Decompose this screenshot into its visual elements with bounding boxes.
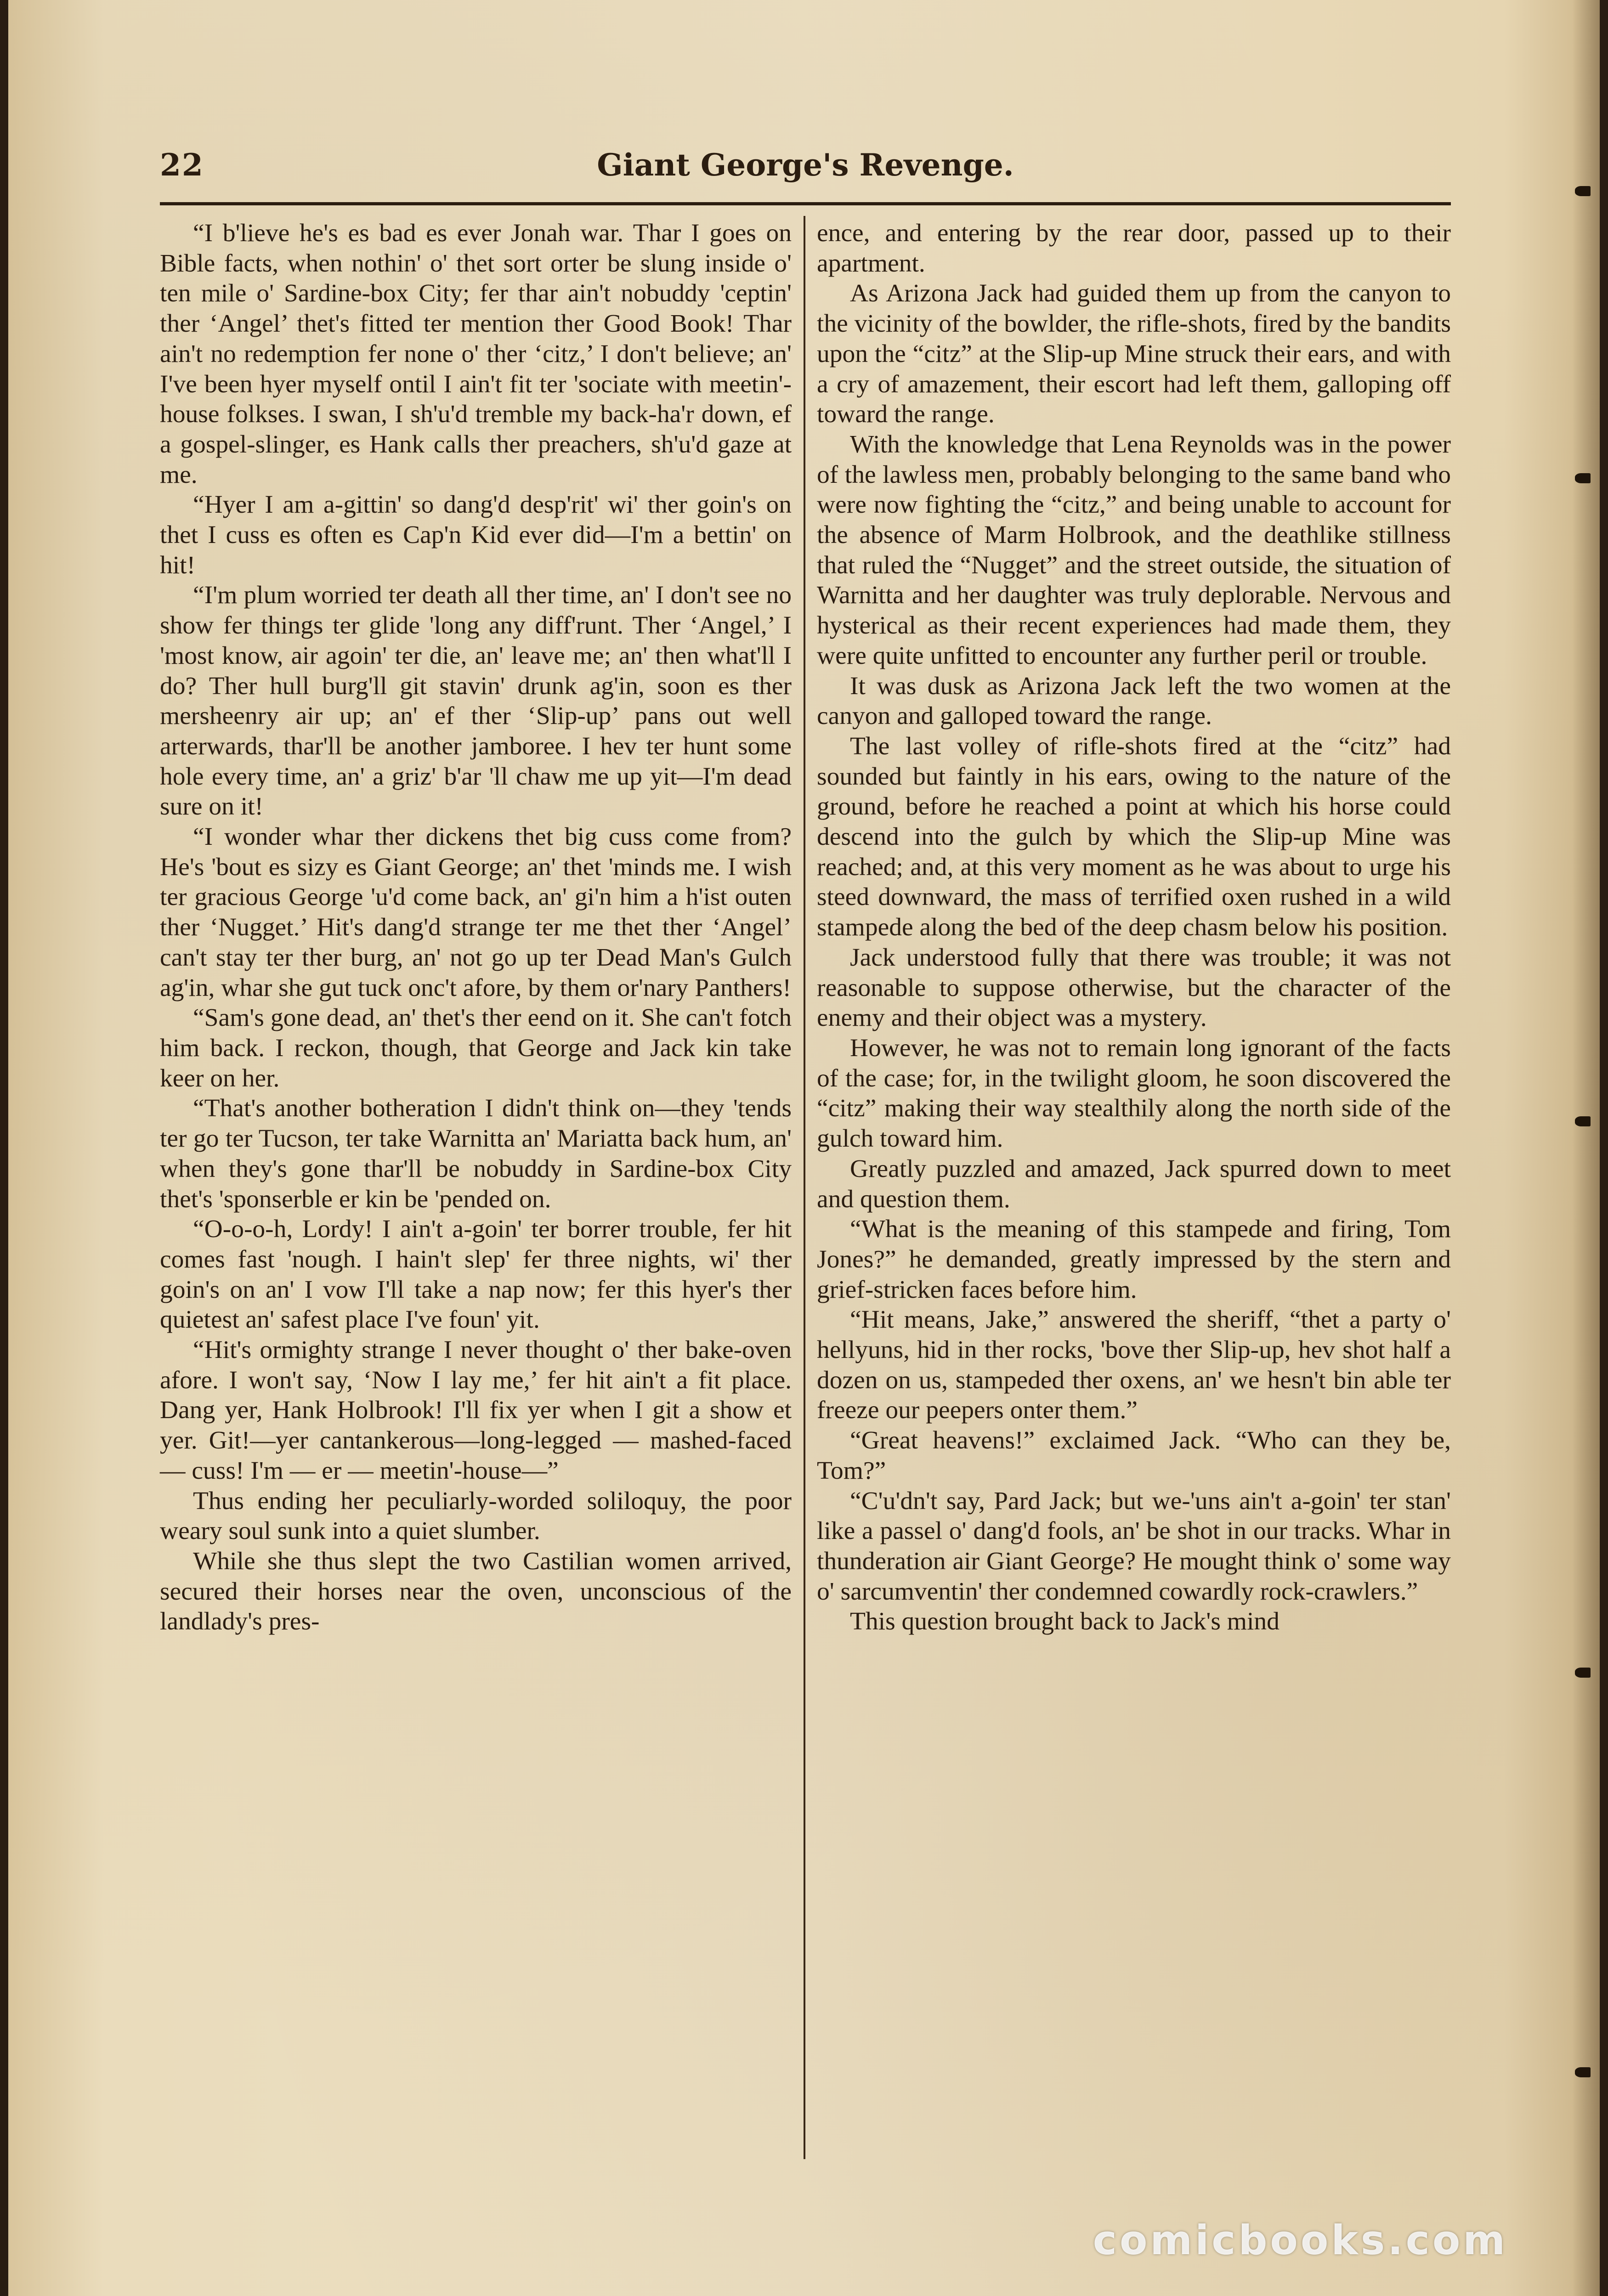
paragraph: “I'm plum worried ter death all ther time, an' I don't see no show fer things ter glide 'long any diff'runt. Ther ‘Angel,’ I 'most know, air agoin' ter die, an' leave me; an' then what'll I do? Ther hull burg'll git stavin' drunk ag'in, soon es ther mersheenry air up; an' ef ther ‘Slip-up’ pans out well arterwards, thar'll be another jamboree. I hev ter hunt some hole every time, an' a griz' b'ar 'll chaw me up yit—I'm dead sure on it! [160,581,792,821]
binding-staple-icon [1575,2067,1591,2077]
running-title: Giant George's Revenge. [597,147,1014,183]
paragraph: Jack understood fully that there was trouble; it was not reasonable to suppose otherwise, but the character of the enemy and their object was a mystery. [817,943,1451,1032]
paragraph: “Hit means, Jake,” answered the sheriff, “thet a party o' hellyuns, hid in ther rocks, 'bove ther Slip-up, hev shot half a dozen on us, stampeded ther oxens, an' we hesn't bin able ter freeze our peepers onter them.” [817,1306,1451,1425]
paragraph: “C'u'dn't say, Pard Jack; but we-'uns ain't a-goin' ter stan' like a passel o' dang'd fools, an' be shot in our tracks. Whar in thunderation air Giant George? He mought think o' some way o' sarcumventin' ther condemned cowardly rock-crawlers.” [817,1487,1451,1606]
paragraph: “Hit's ormighty strange I never thought o' ther bake-oven afore. I won't say, ‘Now I lay me,’ fer hit ain't a fit place. Dang yer, Hank Holbrook! I'll fix yer when I git a show et yer. Git!—yer cantankerous—long-legged — mashed-faced — cuss! I'm — er — meetin'-house—” [160,1336,792,1485]
page-number: 22 [160,147,204,183]
paragraph: “Sam's gone dead, an' thet's ther eend on it. She can't fotch him back. I reckon, though, that George and Jack kin take keer on her. [160,1004,792,1092]
paragraph: Thus ending her peculiarly-worded soliloquy, the poor weary soul sunk into a quiet slumber. [160,1487,792,1545]
book-page [8,0,1600,2296]
left-column [160,218,792,1637]
watermark: comicbooks.com [1093,2217,1508,2264]
paragraph: “What is the meaning of this stampede and firing, Tom Jones?” he demanded, greatly impressed by the stern and grief-stricken faces before him. [817,1215,1451,1304]
header-rule [160,202,1451,205]
column-rule [804,216,805,2159]
right-column [817,218,1451,1637]
binding-staple-icon [1575,1668,1591,1678]
paragraph: As Arizona Jack had guided them up from the canyon to the vicinity of the bowlder, the rifle-shots, fired by the bandits upon the “citz” at the Slip-up Mine struck their ears, and with a cry of amazement, their escort had left them, galloping off toward the range. [817,279,1451,429]
paragraph: Greatly puzzled and amazed, Jack spurred down to meet and question them. [817,1154,1451,1213]
paragraph: While she thus slept the two Castilian women arrived, secured their horses near the oven, unconscious of the landlady's pres- [160,1547,792,1636]
binding-staple-icon [1575,473,1591,483]
paragraph: The last volley of rifle-shots fired at the “citz” had sounded but faintly in his ears, owing to the nature of the ground, before he reached a point at which his horse could descend into the gulch by which the Slip-up Mine was reached; and, at this very moment as he was about to urge his steed downward, the mass of terrified oxen rushed in a wild stampede along the bed of the deep chasm below his position. [817,732,1451,942]
paragraph: It was dusk as Arizona Jack left the two women at the canyon and galloped toward the range. [817,672,1451,730]
binding-staple-icon [1575,186,1591,196]
paragraph: “Hyer I am a-gittin' so dang'd desp'rit' wi' ther goin's on thet I cuss es often es Cap'n Kid ever did—I'm a bettin' on hit! [160,491,792,579]
paragraph: With the knowledge that Lena Reynolds was in the power of the lawless men, probably belonging to the same band who were now fighting the “citz,” and being unable to account for the absence of Marm Holbrook, and the deathlike stillness that ruled the “Nugget” and the street outside, the situation of Warnitta and her daughter was truly deplorable. Nervous and hysterical as their recent experiences had made them, they were quite unfitted to encounter any further peril or trouble. [817,430,1451,670]
paragraph: This question brought back to Jack's mind [850,1607,1280,1636]
page-header [160,147,1451,198]
spine-shadow [1572,0,1600,2296]
paragraph: “Great heavens!” exclaimed Jack. “Who can they be, Tom?” [817,1426,1451,1485]
paragraph: “That's another botheration I didn't think on—they 'tends ter go ter Tucson, ter take Warnitta an' Mariatta back hum, an' when they's gone thar'll be nobuddy in Sardine-box City thet's 'sponserble er kin be 'pended on. [160,1094,792,1213]
paragraph-continuation: ence, and entering by the rear door, passed up to their apartment. [817,219,1451,277]
paragraph: “I b'lieve he's es bad es ever Jonah war. Thar I goes on Bible facts, when nothin' o' thet sort orter be slung inside o' ten mile o' Sardine-box City; fer thar ain't nobuddy 'ceptin' ther ‘Angel’ thet's fitted ter mention ther Good Book! Thar ain't no redemption fer none o' ther ‘citz,’ I don't believe; an' I've been hyer myself ontil I ain't fit ter 'sociate with meetin'-house folkses. I swan, I sh'u'd tremble my back-ha'r down, ef a gospel-slinger, es Hank calls ther preachers, sh'u'd gaze at me. [160,219,792,489]
paragraph: “O-o-o-h, Lordy! I ain't a-goin' ter borrer trouble, fer hit comes fast 'nough. I hain't slep' fer three nights, wi' ther goin's on an' I vow I'll take a nap now; fer this hyer's ther quietest an' safest place I've foun' yit. [160,1215,792,1334]
paragraph: “I wonder whar ther dickens thet big cuss come from? He's 'bout es sizy es Giant George; an' thet 'minds me. I wish ter gracious George 'u'd come back, an' gi'n him a h'ist outen ther ‘Nugget.’ Hit's dang'd strange ter me thet ther ‘Angel’ can't stay ter ther burg, an' not go up ter Dead Man's Gulch ag'in, whar she gut tuck onc't afore, by them or'nary Panthers! [160,823,792,1002]
binding-staple-icon [1575,1116,1591,1126]
paragraph: However, he was not to remain long ignorant of the facts of the case; for, in the twilight gloom, he soon discovered the “citz” making their way stealthily along the north side of the gulch toward him. [817,1034,1451,1153]
